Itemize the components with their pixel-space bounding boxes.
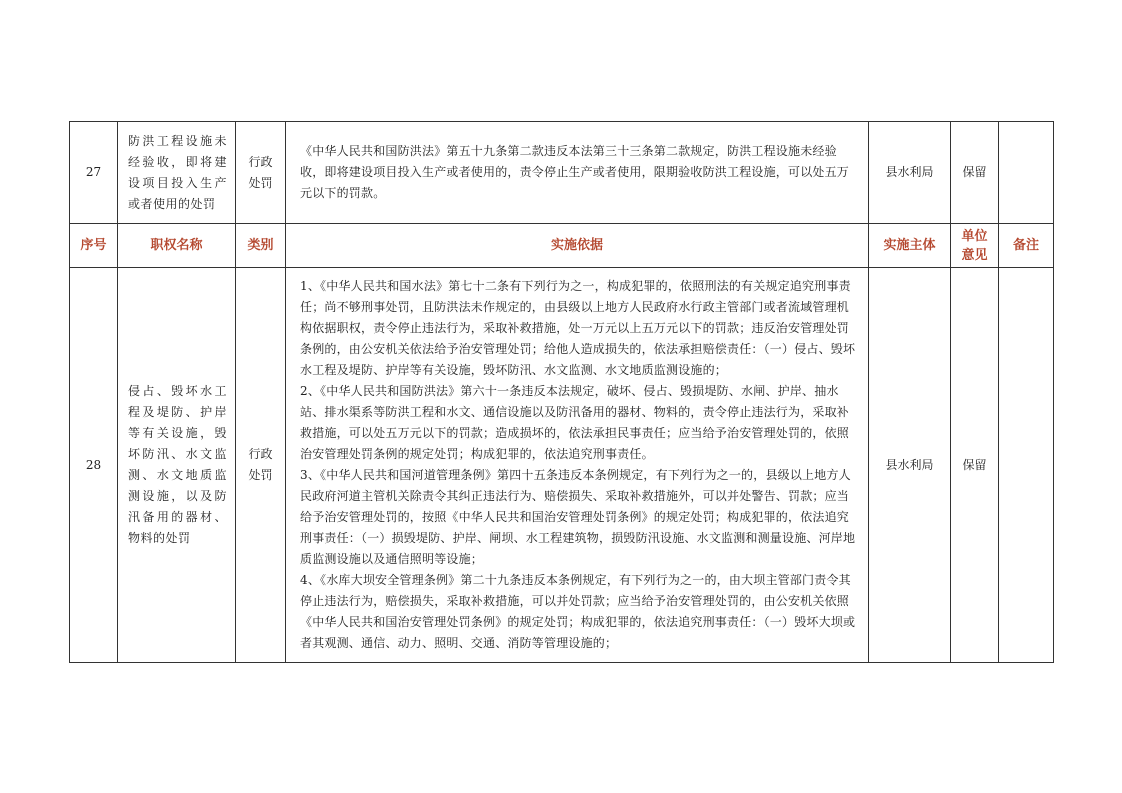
- header-seq: 序号: [70, 224, 118, 268]
- row-subject: 县水利局: [869, 268, 951, 663]
- header-basis: 实施依据: [286, 224, 869, 268]
- table-header-row: [70, 224, 1054, 268]
- table-row: [70, 122, 1054, 224]
- header-subject: 实施主体: [869, 224, 951, 268]
- row-seq: 28: [70, 268, 118, 663]
- basis-paragraph: 《中华人民共和国防洪法》第五十九条第二款违反本法第三十三条第二款规定，防洪工程设施未经验收，即将建设项目投入生产或者使用的，责令停止生产或者使用，限期验收防洪工程设施，可以处五万元以下的罚款。: [300, 144, 850, 200]
- row-category: 行政处罚: [236, 268, 286, 663]
- header-remark: 备注: [999, 224, 1054, 268]
- basis-paragraph: 3、《中华人民共和国河道管理条例》第四十五条违反本条例规定，有下列行为之一的，县级以上地方人民政府河道主管机关除责令其纠正违法行为、赔偿损失、采取补救措施外，可以并处警告、罚款；应当给予治安管理处罚的，按照《中华人民共和国治安管理处罚条例》的规定处罚；构成犯罪的，依法追究刑事责任：（一）损毁堤防、护岸、闸坝、水工程建筑物，损毁防汛设施、水文监测和测量设施、河岸地质监测设施以及通信照明等设施；: [300, 468, 856, 566]
- basis-paragraph: 2、《中华人民共和国防洪法》第六十一条违反本法规定，破坏、侵占、毁损堤防、水闸、护岸、抽水站、排水渠系等防洪工程和水文、通信设施以及防汛备用的器材、物料的，责令停止违法行为，采取补救措施，可以处五万元以下的罚款；造成损坏的，依法承担民事责任；应当给予治安管理处罚的，依照治安管理处罚条例的规定处罚；构成犯罪的，依法追究刑事责任。: [300, 384, 850, 461]
- row-category: 行政处罚: [236, 122, 286, 224]
- row-basis: [286, 122, 869, 224]
- row-opinion: 保留: [951, 268, 999, 663]
- row-authority-name: 侵占、毁坏水工程及堤防、护岸等有关设施，毁坏防汛、水文监测、水文地质监测设施，以及防汛备用的器材、物料的处罚: [118, 268, 236, 663]
- authority-table: [69, 121, 1054, 663]
- row-authority-name: 防洪工程设施未经验收，即将建设项目投入生产或者使用的处罚: [118, 122, 236, 224]
- header-name: 职权名称: [118, 224, 236, 268]
- header-opinion: 单位 意见: [951, 224, 999, 268]
- basis-paragraph: 1、《中华人民共和国水法》第七十二条有下列行为之一，构成犯罪的，依照刑法的有关规定追究刑事责任；尚不够刑事处罚，且防洪法未作规定的，由县级以上地方人民政府水行政主管部门或者流域管理机构依据职权，责令停止违法行为，采取补救措施，处一万元以上五万元以下的罚款；违反治安管理处罚条例的，由公安机关依法给予治安管理处罚；给他人造成损失的，依法承担赔偿责任：（一）侵占、毁坏水工程及堤防、护岸等有关设施，毁坏防汛、水文监测、水文地质监测设施的；: [300, 279, 856, 377]
- row-subject: 县水利局: [869, 122, 951, 224]
- row-remark: [999, 122, 1054, 224]
- row-remark: [999, 268, 1054, 663]
- row-seq: 27: [70, 122, 118, 224]
- basis-paragraph: 4、《水库大坝安全管理条例》第二十九条违反本条例规定，有下列行为之一的，由大坝主管部门责令其停止违法行为，赔偿损失，采取补救措施，可以并处罚款；应当给予治安管理处罚的，由公安机关依照《中华人民共和国治安管理处罚条例》的规定处罚；构成犯罪的，依法追究刑事责任：（一）毁坏大坝或者其观测、通信、动力、照明、交通、消防等管理设施的；: [300, 573, 856, 650]
- row-basis: [286, 268, 869, 663]
- header-type: 类别: [236, 224, 286, 268]
- row-opinion: 保留: [951, 122, 999, 224]
- table-row: [70, 268, 1054, 663]
